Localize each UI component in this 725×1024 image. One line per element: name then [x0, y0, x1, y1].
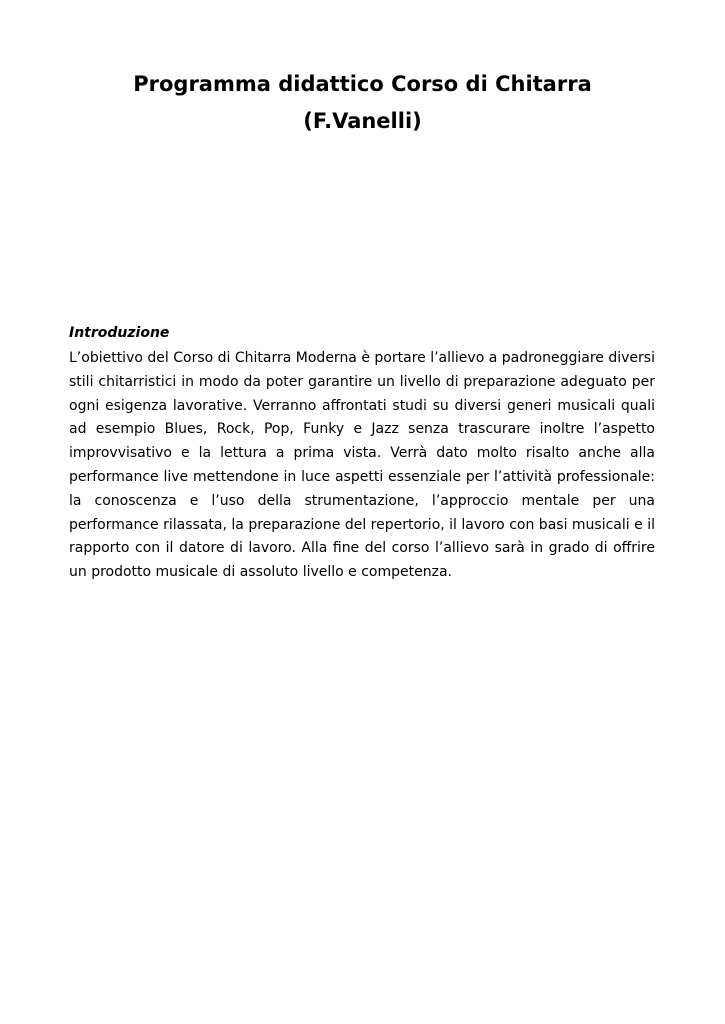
document-author: (F.Vanelli): [303, 109, 422, 133]
section-heading-introduzione: Introduzione: [69, 325, 170, 341]
introduction-paragraph: L’obiettivo del Corso di Chitarra Moderna è portare l’allievo a padroneggiare diversi stili chitarristici in modo da poter garantire un livello di preparazione adeguato per ogni esigenza lavorative. Verranno affrontati studi su diversi generi musicali quali ad esempio Blues, Rock, Pop, Funky e Jazz senza trascurare inoltre l’aspetto improvvisativo e la lettura a prima vista. Verrà dato molto risalto anche alla performance live mettendone in luce aspetti essenziale per l’attività professionale: la conoscenza e l’uso della strumentazione, l’approccio mentale per una performance rilassata, la preparazione del repertorio, il lavoro con basi musicali e il rapporto con il datore di lavoro. Alla fine del corso l’allievo sarà in grado di offrire un prodotto musicale di assoluto livello e competenza.: [69, 350, 655, 581]
document-title: Programma didattico Corso di Chitarra: [133, 72, 592, 96]
